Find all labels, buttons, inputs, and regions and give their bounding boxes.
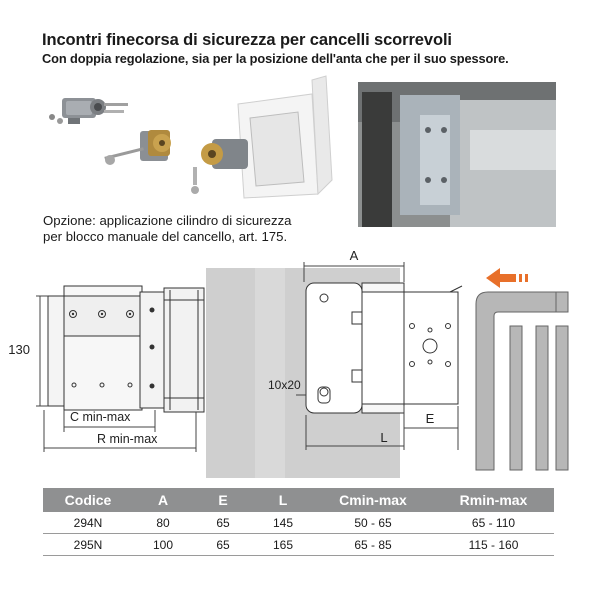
table-row (43, 534, 554, 556)
col-header-e: E (193, 488, 253, 512)
dim-a-label: A (349, 248, 359, 263)
cell-cminmax: 50 - 65 (313, 512, 433, 534)
col-header-rminmax: Rmin-max (433, 488, 554, 512)
cell-e: 65 (193, 512, 253, 534)
gate-section (476, 292, 568, 470)
cell-codice: 294N (43, 512, 133, 534)
dim-slot-label: 10x20 (268, 378, 301, 392)
dim-r-label: R min-max (97, 432, 158, 446)
col-header-l: L (253, 488, 313, 512)
cell-e: 65 (193, 534, 253, 556)
page-title: Incontri finecorsa di sicurezza per cancelli scorrevoli (42, 31, 452, 49)
table-header-row (43, 488, 554, 512)
table-row (43, 512, 554, 534)
option-note-line-2: per blocco manuale del cancello, art. 175. (43, 229, 288, 244)
dim-l-label: L (380, 430, 388, 445)
cell-l: 145 (253, 512, 313, 534)
spec-table (43, 488, 554, 556)
option-note-line-1: Opzione: applicazione cilindro di sicurezza (43, 213, 292, 228)
cell-a: 80 (133, 512, 193, 534)
movement-arrow-icon (486, 268, 528, 288)
cell-codice: 295N (43, 534, 133, 556)
cell-a: 100 (133, 534, 193, 556)
dim-c-label: C min-max (70, 410, 131, 424)
dim-e-label: E (425, 411, 435, 426)
dim-height-label: 130 (8, 342, 30, 357)
cell-cminmax: 65 - 85 (313, 534, 433, 556)
side-view-bracket (48, 286, 204, 412)
cell-rminmax: 115 - 160 (433, 534, 554, 556)
cell-rminmax: 65 - 110 (433, 512, 554, 534)
col-header-cminmax: Cmin-max (313, 488, 433, 512)
cell-l: 165 (253, 534, 313, 556)
col-header-a: A (133, 488, 193, 512)
page-subtitle: Con doppia regolazione, sia per la posizione dell'anta che per il suo spessore. (42, 51, 509, 66)
col-header-codice: Codice (43, 488, 133, 512)
dimension-height (36, 296, 48, 406)
front-view-plate (306, 283, 462, 413)
